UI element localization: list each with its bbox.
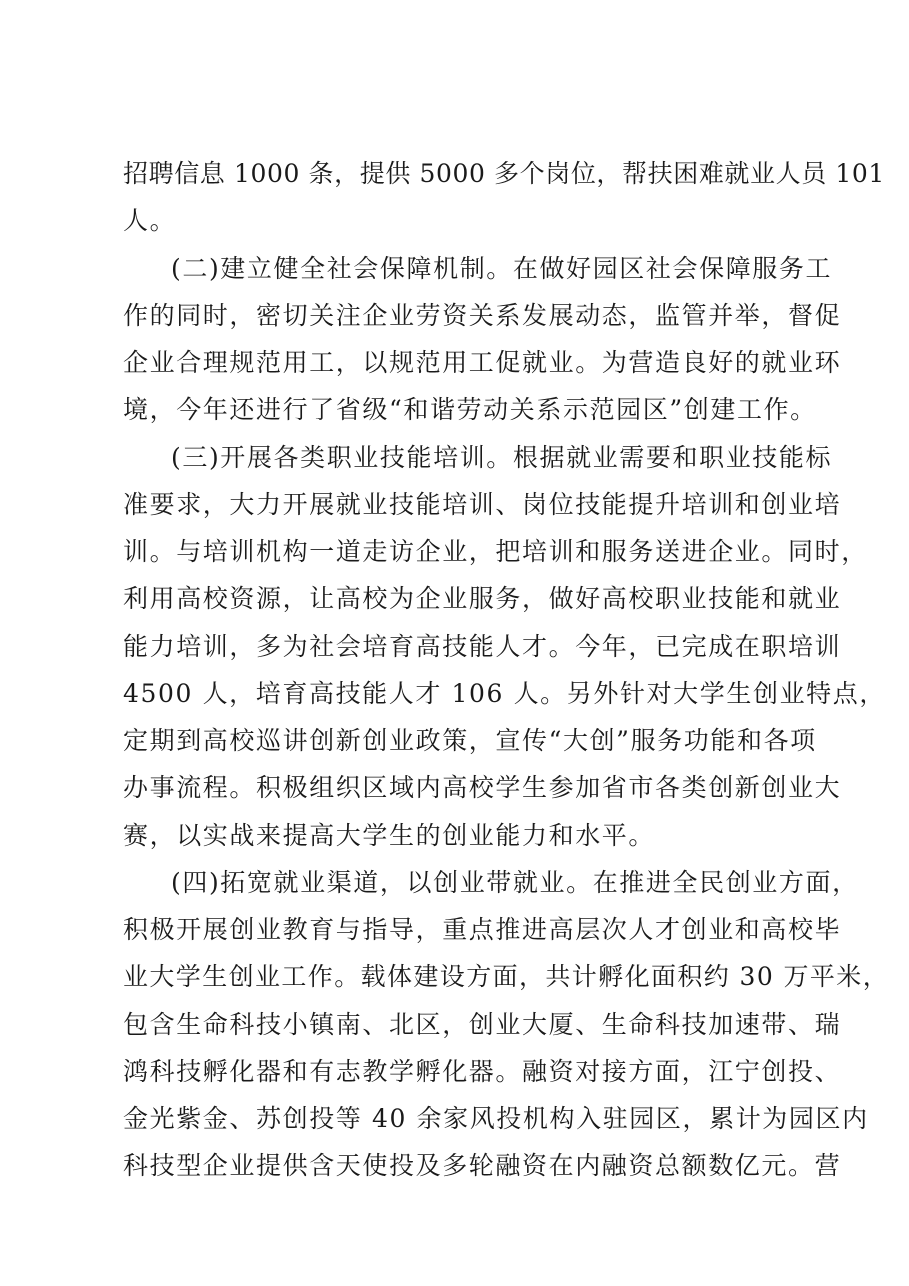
text-line: 作的同时，密切关注企业劳资关系发展动态，监管并举，督促 — [123, 301, 842, 330]
text-line: 定期到高校巡讲创新创业政策，宣传“大创”服务功能和各项 — [123, 726, 817, 755]
text-line: 办事流程。积极组织区域内高校学生参加省市各类创新创业大 — [123, 773, 842, 802]
text-line: 金光紫金、苏创投等 40 余家风投机构入驻园区，累计为园区内 — [123, 1104, 869, 1133]
text-line: 准要求，大力开展就业技能培训、岗位技能提升培训和创业培 — [123, 490, 842, 519]
paragraph-heading-2: (二)建立健全社会保障机制。在做好园区社会保障服务工 — [171, 254, 833, 283]
text-line: 境，今年还进行了省级“和谐劳动关系示范园区”创建工作。 — [123, 395, 817, 424]
paragraph-heading-3: (三)开展各类职业技能培训。根据就业需要和职业技能标 — [171, 443, 833, 472]
text-line: 利用高校资源，让高校为企业服务，做好高校职业技能和就业 — [123, 584, 842, 613]
text-line: 科技型企业提供含天使投及多轮融资在内融资总额数亿元。营 — [123, 1151, 842, 1180]
text-line: 积极开展创业教育与指导，重点推进高层次人才创业和高校毕 — [123, 915, 842, 944]
text-line: 业大学生创业工作。载体建设方面，共计孵化面积约 30 万平米， — [123, 962, 890, 991]
text-line: 能力培训，多为社会培育高技能人才。今年，已完成在职培训 — [123, 632, 842, 661]
text-line: 4500 人，培育高技能人才 106 人。另外针对大学生创业特点， — [123, 679, 886, 708]
text-line: 包含生命科技小镇南、北区，创业大厦、生命科技加速带、瑞 — [123, 1010, 842, 1039]
text-line: 赛，以实战来提高大学生的创业能力和水平。 — [123, 821, 656, 850]
paragraph-heading-4: (四)拓宽就业渠道，以创业带就业。在推进全民创业方面， — [171, 868, 859, 897]
text-line: 训。与培训机构一道走访企业，把培训和服务送进企业。同时， — [123, 537, 868, 566]
text-line: 招聘信息 1000 条，提供 5000 多个岗位，帮扶困难就业人员 101 — [123, 159, 885, 188]
text-line: 企业合理规范用工，以规范用工促就业。为营造良好的就业环 — [123, 348, 842, 377]
text-line: 鸿科技孵化器和有志教学孵化器。融资对接方面，江宁创投、 — [123, 1057, 842, 1086]
text-line: 人。 — [123, 206, 177, 235]
